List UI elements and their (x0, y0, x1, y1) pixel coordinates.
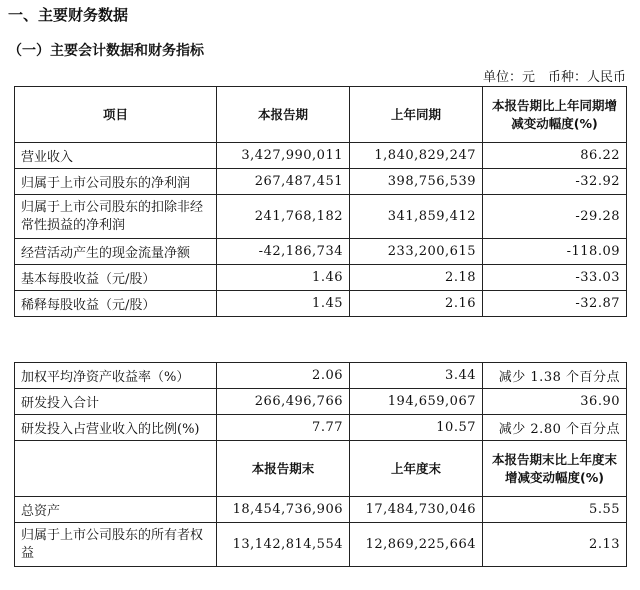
cell-prior: 2.16 (350, 291, 483, 317)
cell-current: 241,768,182 (217, 195, 350, 239)
row-label: 归属于上市公司股东的所有者权益 (15, 523, 217, 567)
cell-current: 2.06 (217, 363, 350, 389)
header-change-percent: 本报告期末比上年度末增减变动幅度(%) (483, 441, 627, 497)
header-current-period: 本报告期 (217, 87, 350, 143)
header-prior-period: 上年同期 (350, 87, 483, 143)
cell-prior: 2.18 (350, 265, 483, 291)
cell-change: 2.13 (483, 523, 627, 567)
row-label: 基本每股收益（元/股） (15, 265, 217, 291)
cell-change: 36.90 (483, 389, 627, 415)
table-row (15, 143, 627, 169)
table-row (15, 497, 627, 523)
row-label: 经营活动产生的现金流量净额 (15, 239, 217, 265)
table-row (15, 389, 627, 415)
table-row (15, 265, 627, 291)
table-row (15, 523, 627, 567)
row-label: 加权平均净资产收益率（%） (15, 363, 217, 389)
cell-change: -118.09 (483, 239, 627, 265)
cell-change: -33.03 (483, 265, 627, 291)
cell-current: 1.45 (217, 291, 350, 317)
cell-change: -32.92 (483, 169, 627, 195)
cell-prior: 1,840,829,247 (350, 143, 483, 169)
cell-current: 1.46 (217, 265, 350, 291)
cell-current: 3,427,990,011 (217, 143, 350, 169)
cell-change: 减少 1.38 个百分点 (483, 363, 627, 389)
subsection-title: （一）主要会计数据和财务指标 (8, 43, 204, 59)
cell-current: -42,186,734 (217, 239, 350, 265)
cell-change: -29.28 (483, 195, 627, 239)
unit-line: 单位：元 币种：人民币 (482, 70, 626, 85)
financial-data-table (14, 86, 627, 317)
cell-current: 13,142,814,554 (217, 523, 350, 567)
cell-current: 267,487,451 (217, 169, 350, 195)
cell-change: 5.55 (483, 497, 627, 523)
financial-indicator-table (14, 362, 627, 567)
table-row (15, 169, 627, 195)
cell-change: -32.87 (483, 291, 627, 317)
cell-prior: 12,869,225,664 (350, 523, 483, 567)
row-label: 研发投入合计 (15, 389, 217, 415)
table-header-row (15, 441, 627, 497)
table-row (15, 195, 627, 239)
cell-change: 86.22 (483, 143, 627, 169)
row-label: 归属于上市公司股东的扣除非经常性损益的净利润 (15, 195, 217, 239)
header-blank (15, 441, 217, 497)
row-label: 稀释每股收益（元/股） (15, 291, 217, 317)
table-header-row (15, 87, 627, 143)
header-change-percent: 本报告期比上年同期增减变动幅度(%) (483, 87, 627, 143)
cell-current: 18,454,736,906 (217, 497, 350, 523)
section-title: 一、主要财务数据 (8, 6, 129, 24)
cell-prior: 17,484,730,046 (350, 497, 483, 523)
cell-prior: 233,200,615 (350, 239, 483, 265)
cell-change: 减少 2.80 个百分点 (483, 415, 627, 441)
cell-prior: 341,859,412 (350, 195, 483, 239)
cell-prior: 10.57 (350, 415, 483, 441)
table-row (15, 415, 627, 441)
header-item: 项目 (15, 87, 217, 143)
header-period-end: 本报告期末 (217, 441, 350, 497)
table-row (15, 291, 627, 317)
header-prior-year-end: 上年度末 (350, 441, 483, 497)
table-row (15, 363, 627, 389)
cell-current: 266,496,766 (217, 389, 350, 415)
row-label: 研发投入占营业收入的比例(%) (15, 415, 217, 441)
cell-prior: 398,756,539 (350, 169, 483, 195)
row-label: 营业收入 (15, 143, 217, 169)
row-label: 归属于上市公司股东的净利润 (15, 169, 217, 195)
cell-prior: 3.44 (350, 363, 483, 389)
row-label: 总资产 (15, 497, 217, 523)
cell-current: 7.77 (217, 415, 350, 441)
cell-prior: 194,659,067 (350, 389, 483, 415)
table-row (15, 239, 627, 265)
